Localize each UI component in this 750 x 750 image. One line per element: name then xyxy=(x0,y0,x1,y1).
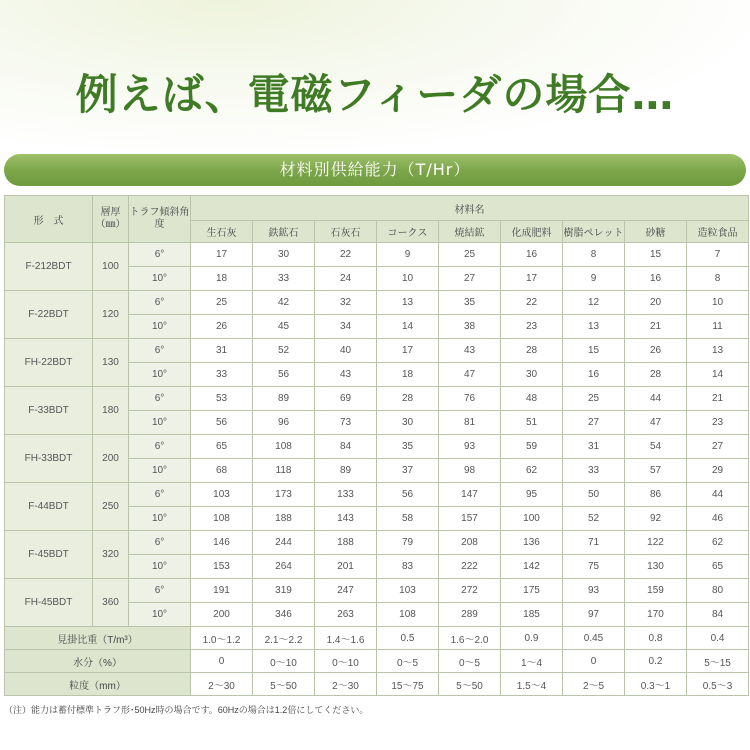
capacity-value: 247 xyxy=(315,579,377,603)
capacity-value: 93 xyxy=(439,435,501,459)
capacity-value: 264 xyxy=(253,555,315,579)
table-row xyxy=(5,243,749,267)
capacity-value: 26 xyxy=(191,315,253,339)
capacity-value: 188 xyxy=(253,507,315,531)
model-name: F-22BDT xyxy=(5,291,93,339)
property-label: 水分（%） xyxy=(5,650,191,673)
material-header: 焼結鉱 xyxy=(439,221,501,243)
material-header: 鉄鉱石 xyxy=(253,221,315,243)
capacity-value: 18 xyxy=(377,363,439,387)
header-layer: 層厚（㎜） xyxy=(93,196,129,243)
capacity-value: 103 xyxy=(377,579,439,603)
trough-angle: 10° xyxy=(129,603,191,627)
model-name: FH-22BDT xyxy=(5,339,93,387)
capacity-table xyxy=(4,195,749,696)
capacity-value: 68 xyxy=(191,459,253,483)
capacity-value: 200 xyxy=(191,603,253,627)
capacity-value: 16 xyxy=(563,363,625,387)
capacity-value: 130 xyxy=(625,555,687,579)
property-value: 0.3～1 xyxy=(625,673,687,696)
trough-angle: 10° xyxy=(129,459,191,483)
capacity-value: 51 xyxy=(501,411,563,435)
capacity-value: 42 xyxy=(253,291,315,315)
capacity-value: 10 xyxy=(377,267,439,291)
property-value: 5～15 xyxy=(687,650,749,673)
layer-thickness: 180 xyxy=(93,387,129,435)
capacity-value: 9 xyxy=(563,267,625,291)
table-row xyxy=(5,339,749,363)
capacity-value: 142 xyxy=(501,555,563,579)
capacity-value: 319 xyxy=(253,579,315,603)
material-header: 造粒食品 xyxy=(687,221,749,243)
capacity-value: 34 xyxy=(315,315,377,339)
capacity-value: 201 xyxy=(315,555,377,579)
capacity-value: 208 xyxy=(439,531,501,555)
capacity-value: 122 xyxy=(625,531,687,555)
capacity-value: 52 xyxy=(563,507,625,531)
property-row xyxy=(5,627,749,650)
capacity-value: 25 xyxy=(191,291,253,315)
capacity-value: 108 xyxy=(191,507,253,531)
property-value: 0.5 xyxy=(377,627,439,650)
capacity-value: 14 xyxy=(687,363,749,387)
capacity-value: 191 xyxy=(191,579,253,603)
property-value: 0.5～3 xyxy=(687,673,749,696)
property-label: 粒度（mm） xyxy=(5,673,191,696)
capacity-value: 28 xyxy=(377,387,439,411)
property-value: 1.4～1.6 xyxy=(315,627,377,650)
layer-thickness: 120 xyxy=(93,291,129,339)
material-header: 化成肥料 xyxy=(501,221,563,243)
capacity-value: 47 xyxy=(439,363,501,387)
capacity-value: 56 xyxy=(253,363,315,387)
capacity-value: 14 xyxy=(377,315,439,339)
capacity-value: 23 xyxy=(687,411,749,435)
capacity-value: 173 xyxy=(253,483,315,507)
capacity-value: 32 xyxy=(315,291,377,315)
trough-angle: 6° xyxy=(129,291,191,315)
capacity-value: 25 xyxy=(439,243,501,267)
trough-angle: 6° xyxy=(129,339,191,363)
capacity-value: 21 xyxy=(687,387,749,411)
capacity-value: 147 xyxy=(439,483,501,507)
capacity-value: 62 xyxy=(687,531,749,555)
capacity-value: 244 xyxy=(253,531,315,555)
property-value: 2.1～2.2 xyxy=(253,627,315,650)
trough-angle: 10° xyxy=(129,363,191,387)
page-title: 例えば、電磁フィーダの場合… xyxy=(75,70,675,119)
capacity-value: 170 xyxy=(625,603,687,627)
property-value: 5～50 xyxy=(439,673,501,696)
table-row xyxy=(5,483,749,507)
property-value: 0.2 xyxy=(625,650,687,673)
capacity-value: 92 xyxy=(625,507,687,531)
capacity-value: 46 xyxy=(687,507,749,531)
layer-thickness: 250 xyxy=(93,483,129,531)
capacity-value: 57 xyxy=(625,459,687,483)
capacity-value: 59 xyxy=(501,435,563,459)
trough-angle: 10° xyxy=(129,555,191,579)
material-header: 石灰石 xyxy=(315,221,377,243)
capacity-value: 43 xyxy=(315,363,377,387)
capacity-value: 185 xyxy=(501,603,563,627)
model-name: F-33BDT xyxy=(5,387,93,435)
capacity-value: 30 xyxy=(253,243,315,267)
property-value: 1.5～4 xyxy=(501,673,563,696)
capacity-value: 83 xyxy=(377,555,439,579)
trough-angle: 6° xyxy=(129,387,191,411)
capacity-value: 31 xyxy=(191,339,253,363)
capacity-value: 84 xyxy=(687,603,749,627)
capacity-value: 44 xyxy=(687,483,749,507)
property-value: 0 xyxy=(563,650,625,673)
capacity-value: 48 xyxy=(501,387,563,411)
capacity-value: 146 xyxy=(191,531,253,555)
capacity-value: 56 xyxy=(377,483,439,507)
capacity-value: 45 xyxy=(253,315,315,339)
footnote: （注）能力は蓄付標準トラフ形･50Hz時の場合です。60Hzの場合は1.2倍にしてください。 xyxy=(4,705,369,715)
layer-thickness: 360 xyxy=(93,579,129,627)
property-value: 0 xyxy=(191,650,253,673)
trough-angle: 6° xyxy=(129,531,191,555)
capacity-value: 17 xyxy=(191,243,253,267)
capacity-value: 23 xyxy=(501,315,563,339)
capacity-value: 10 xyxy=(687,291,749,315)
capacity-value: 69 xyxy=(315,387,377,411)
capacity-value: 54 xyxy=(625,435,687,459)
trough-angle: 6° xyxy=(129,579,191,603)
capacity-value: 118 xyxy=(253,459,315,483)
capacity-value: 95 xyxy=(501,483,563,507)
capacity-value: 272 xyxy=(439,579,501,603)
capacity-value: 89 xyxy=(315,459,377,483)
capacity-table-wrapper xyxy=(4,195,746,696)
capacity-value: 38 xyxy=(439,315,501,339)
capacity-value: 33 xyxy=(563,459,625,483)
property-value: 2～30 xyxy=(191,673,253,696)
capacity-value: 16 xyxy=(625,267,687,291)
capacity-value: 33 xyxy=(253,267,315,291)
capacity-value: 28 xyxy=(625,363,687,387)
capacity-value: 84 xyxy=(315,435,377,459)
property-label: 見掛比重（T/m³） xyxy=(5,627,191,650)
capacity-value: 11 xyxy=(687,315,749,339)
trough-angle: 10° xyxy=(129,507,191,531)
capacity-value: 43 xyxy=(439,339,501,363)
capacity-value: 47 xyxy=(625,411,687,435)
layer-thickness: 130 xyxy=(93,339,129,387)
property-value: 0～5 xyxy=(377,650,439,673)
capacity-value: 96 xyxy=(253,411,315,435)
table-row xyxy=(5,387,749,411)
capacity-value: 22 xyxy=(315,243,377,267)
table-row xyxy=(5,579,749,603)
property-value: 0～5 xyxy=(439,650,501,673)
layer-thickness: 200 xyxy=(93,435,129,483)
material-header: 砂糖 xyxy=(625,221,687,243)
capacity-value: 17 xyxy=(377,339,439,363)
capacity-value: 27 xyxy=(687,435,749,459)
header-materials: 材料名 xyxy=(191,196,749,221)
property-row xyxy=(5,650,749,673)
capacity-value: 65 xyxy=(191,435,253,459)
capacity-value: 73 xyxy=(315,411,377,435)
capacity-value: 81 xyxy=(439,411,501,435)
capacity-value: 71 xyxy=(563,531,625,555)
capacity-value: 13 xyxy=(563,315,625,339)
capacity-value: 188 xyxy=(315,531,377,555)
property-value: 0～10 xyxy=(315,650,377,673)
property-value: 2～5 xyxy=(563,673,625,696)
capacity-value: 44 xyxy=(625,387,687,411)
table-row xyxy=(5,531,749,555)
model-name: FH-33BDT xyxy=(5,435,93,483)
capacity-value: 133 xyxy=(315,483,377,507)
capacity-value: 7 xyxy=(687,243,749,267)
property-value: 5～50 xyxy=(253,673,315,696)
capacity-value: 65 xyxy=(687,555,749,579)
capacity-value: 289 xyxy=(439,603,501,627)
capacity-value: 56 xyxy=(191,411,253,435)
capacity-value: 143 xyxy=(315,507,377,531)
capacity-value: 62 xyxy=(501,459,563,483)
capacity-value: 50 xyxy=(563,483,625,507)
trough-angle: 6° xyxy=(129,483,191,507)
capacity-value: 100 xyxy=(501,507,563,531)
capacity-value: 21 xyxy=(625,315,687,339)
material-header: 生石灰 xyxy=(191,221,253,243)
capacity-value: 35 xyxy=(439,291,501,315)
capacity-value: 53 xyxy=(191,387,253,411)
material-header: 樹脂ペレット xyxy=(563,221,625,243)
capacity-value: 52 xyxy=(253,339,315,363)
property-row xyxy=(5,673,749,696)
header-angle: トラフ傾斜角度 xyxy=(129,196,191,243)
property-value: 15～75 xyxy=(377,673,439,696)
capacity-value: 80 xyxy=(687,579,749,603)
property-value: 0.8 xyxy=(625,627,687,650)
model-name: F-45BDT xyxy=(5,531,93,579)
capacity-value: 30 xyxy=(501,363,563,387)
capacity-value: 93 xyxy=(563,579,625,603)
property-value: 0.4 xyxy=(687,627,749,650)
capacity-value: 222 xyxy=(439,555,501,579)
capacity-value: 15 xyxy=(625,243,687,267)
capacity-value: 27 xyxy=(439,267,501,291)
capacity-value: 30 xyxy=(377,411,439,435)
table-body xyxy=(5,243,749,696)
capacity-value: 16 xyxy=(501,243,563,267)
table-row xyxy=(5,291,749,315)
trough-angle: 6° xyxy=(129,435,191,459)
capacity-value: 20 xyxy=(625,291,687,315)
property-value: 0～10 xyxy=(253,650,315,673)
property-value: 0.45 xyxy=(563,627,625,650)
trough-angle: 10° xyxy=(129,315,191,339)
capacity-value: 75 xyxy=(563,555,625,579)
capacity-value: 89 xyxy=(253,387,315,411)
capacity-value: 12 xyxy=(563,291,625,315)
capacity-value: 159 xyxy=(625,579,687,603)
capacity-value: 103 xyxy=(191,483,253,507)
capacity-value: 40 xyxy=(315,339,377,363)
property-value: 0.9 xyxy=(501,627,563,650)
trough-angle: 10° xyxy=(129,267,191,291)
capacity-value: 31 xyxy=(563,435,625,459)
property-value: 1.0～1.2 xyxy=(191,627,253,650)
model-name: F-212BDT xyxy=(5,243,93,291)
capacity-value: 157 xyxy=(439,507,501,531)
table-row xyxy=(5,435,749,459)
capacity-value: 37 xyxy=(377,459,439,483)
capacity-value: 175 xyxy=(501,579,563,603)
capacity-value: 29 xyxy=(687,459,749,483)
property-value: 2～30 xyxy=(315,673,377,696)
capacity-value: 24 xyxy=(315,267,377,291)
capacity-value: 17 xyxy=(501,267,563,291)
header-model: 形 式 xyxy=(5,196,93,243)
property-value: 1～4 xyxy=(501,650,563,673)
trough-angle: 10° xyxy=(129,411,191,435)
model-name: F-44BDT xyxy=(5,483,93,531)
capacity-value: 58 xyxy=(377,507,439,531)
capacity-value: 9 xyxy=(377,243,439,267)
capacity-value: 35 xyxy=(377,435,439,459)
layer-thickness: 100 xyxy=(93,243,129,291)
capacity-value: 13 xyxy=(377,291,439,315)
capacity-value: 263 xyxy=(315,603,377,627)
material-header: コークス xyxy=(377,221,439,243)
property-value: 1.6～2.0 xyxy=(439,627,501,650)
capacity-value: 28 xyxy=(501,339,563,363)
capacity-value: 97 xyxy=(563,603,625,627)
capacity-value: 79 xyxy=(377,531,439,555)
capacity-value: 8 xyxy=(563,243,625,267)
capacity-value: 8 xyxy=(687,267,749,291)
capacity-value: 27 xyxy=(563,411,625,435)
capacity-value: 13 xyxy=(687,339,749,363)
capacity-value: 108 xyxy=(253,435,315,459)
capacity-value: 25 xyxy=(563,387,625,411)
capacity-value: 346 xyxy=(253,603,315,627)
capacity-value: 98 xyxy=(439,459,501,483)
trough-angle: 6° xyxy=(129,243,191,267)
section-banner: 材料別供給能力（T/Hr） xyxy=(4,154,746,186)
capacity-value: 76 xyxy=(439,387,501,411)
capacity-value: 15 xyxy=(563,339,625,363)
capacity-value: 22 xyxy=(501,291,563,315)
capacity-value: 108 xyxy=(377,603,439,627)
capacity-value: 86 xyxy=(625,483,687,507)
capacity-value: 153 xyxy=(191,555,253,579)
capacity-value: 18 xyxy=(191,267,253,291)
capacity-value: 26 xyxy=(625,339,687,363)
capacity-value: 136 xyxy=(501,531,563,555)
model-name: FH-45BDT xyxy=(5,579,93,627)
layer-thickness: 320 xyxy=(93,531,129,579)
capacity-value: 33 xyxy=(191,363,253,387)
